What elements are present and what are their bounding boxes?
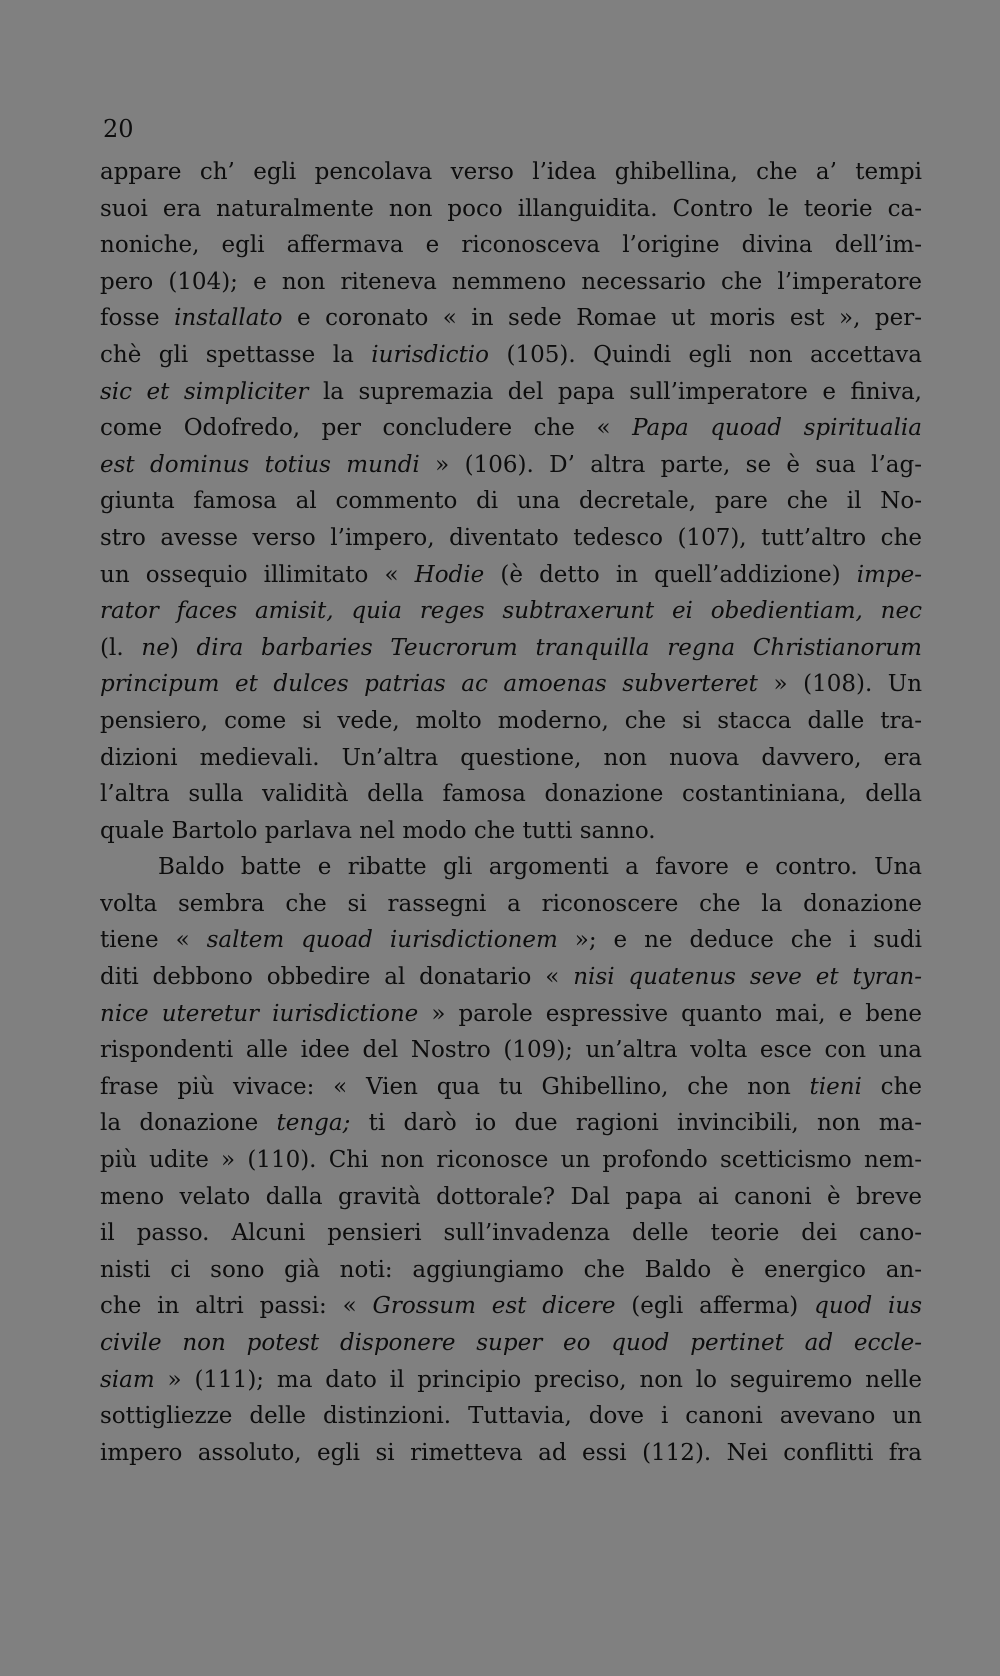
text-run: pero (104); e non riteneva nemmeno necessario che l’imperatore: [100, 268, 922, 295]
text-line: [100, 1398, 922, 1435]
italic-text: impe-: [856, 561, 922, 588]
text-line: [100, 849, 922, 886]
text-run: » parole espressive quanto mai, e bene: [418, 1000, 922, 1027]
italic-text: Papa quoad spiritualia: [632, 415, 922, 442]
text-run: il passo. Alcuni pensieri sull’invadenza delle teorie dei cano-: [100, 1220, 922, 1247]
text-run: (l.: [100, 634, 142, 661]
text-line: [100, 630, 922, 667]
text-run: impero assoluto, egli si rimetteva ad essi (112). Nei conflitti fra: [100, 1439, 922, 1466]
text-line: [100, 593, 922, 630]
italic-text: Grossum est dicere: [372, 1293, 616, 1320]
text-line: [100, 483, 922, 520]
italic-text: iurisdictio: [371, 341, 490, 368]
text-run: pensiero, come si vede, molto moderno, che si stacca dalle tra-: [100, 707, 922, 734]
text-run: ti darò io due ragioni invincibili, non ma-: [350, 1110, 922, 1137]
italic-text: nice uteretur iurisdictione: [100, 1000, 419, 1027]
page-number: 20: [103, 115, 134, 143]
italic-text: civile non potest disponere super eo quod pertinet ad eccle-: [100, 1330, 922, 1356]
text-line: [100, 1362, 922, 1399]
text-line: [100, 1179, 922, 1216]
text-run: quale Bartolo parlava nel modo che tutti sanno.: [100, 817, 656, 844]
text-line: [100, 1252, 922, 1289]
italic-text: dira barbaries Teucrorum tranquilla regna Christianorum: [196, 634, 922, 661]
text-line: [100, 1142, 922, 1179]
italic-text: tenga;: [276, 1110, 351, 1137]
text-line: [100, 996, 922, 1033]
text-line: [100, 300, 922, 337]
text-run: che in altri passi: «: [100, 1293, 373, 1320]
italic-text: ne: [141, 634, 170, 661]
text-line: [100, 1435, 922, 1472]
text-run: » (108). Un: [757, 671, 922, 698]
paragraph: [100, 849, 922, 1471]
text-run: rispondenti alle idee del Nostro (109); un’altra volta esce con una: [100, 1037, 922, 1064]
text-run: come Odofredo, per concludere che «: [100, 415, 633, 442]
text-run: (è detto in quell’addizione): [484, 561, 857, 588]
text-line: [100, 1105, 922, 1142]
text-run: la donazione: [100, 1110, 277, 1137]
text-line: [100, 374, 922, 411]
text-run: che: [861, 1073, 922, 1100]
text-line: [100, 959, 922, 996]
text-line: [100, 666, 922, 703]
text-run: l’altra sulla validità della famosa donazione costantiniana, della: [100, 781, 922, 808]
paragraph: [100, 154, 922, 849]
italic-text: saltem quoad iurisdictionem: [206, 927, 558, 954]
italic-text: principum et dulces patrias ac amoenas subverteret: [100, 671, 758, 698]
text-line: [100, 337, 922, 374]
italic-text: rator faces amisit, quia reges subtraxerunt ei obedientiam, nec: [100, 598, 922, 625]
text-run: e coronato « in sede Romae ut moris est », per-: [282, 305, 922, 332]
text-line: [100, 1069, 922, 1106]
text-line: [100, 520, 922, 557]
text-line: [100, 886, 922, 923]
text-run: appare ch’ egli pencolava verso l’idea ghibellina, che a’ tempi: [100, 159, 922, 185]
italic-text: sic et simpliciter: [100, 378, 309, 405]
italic-text: nisi quatenus seve et tyran-: [573, 964, 922, 991]
text-line: [100, 154, 922, 191]
text-line: [100, 1215, 922, 1252]
italic-text: est dominus totius mundi: [100, 451, 420, 478]
text-line: [100, 410, 922, 447]
text-line: [100, 776, 922, 813]
text-line: [100, 922, 922, 959]
text-run: stro avesse verso l’impero, diventato tedesco (107), tutt’altro che: [100, 524, 922, 551]
text-line: [100, 1288, 922, 1325]
italic-text: tieni: [809, 1073, 862, 1100]
text-run: »; e ne deduce che i sudi: [557, 927, 922, 954]
text-run: Baldo batte e ribatte gli argomenti a favore e contro. Una: [158, 854, 922, 881]
text-run: chè gli spettasse la: [100, 341, 372, 368]
text-run: frase più vivace: « Vien qua tu Ghibellino, che non: [100, 1073, 810, 1100]
text-run: giunta famosa al commento di una decretale, pare che il No-: [100, 488, 922, 515]
text-run: meno velato dalla gravità dottorale? Dal papa ai canoni è breve: [100, 1183, 922, 1210]
text-line: [100, 1325, 922, 1362]
text-line: [100, 740, 922, 777]
text-line: [100, 191, 922, 228]
text-run: suoi era naturalmente non poco illanguidita. Contro le teorie ca-: [100, 195, 922, 222]
text-run: tiene «: [100, 927, 207, 954]
text-run: » (106). D’ altra parte, se è sua l’ag-: [419, 451, 922, 478]
text-run: nisti ci sono già noti: aggiungiamo che Baldo è energico an-: [100, 1256, 922, 1283]
text-line: [100, 557, 922, 594]
text-run: la supremazia del papa sull’imperatore e finiva,: [308, 378, 922, 405]
italic-text: Hodie: [414, 561, 485, 588]
italic-text: quod ius: [814, 1293, 922, 1320]
text-run: sottigliezze delle distinzioni. Tuttavia, dove i canoni avevano un: [100, 1403, 922, 1430]
text-line: [100, 227, 922, 264]
text-run: volta sembra che si rassegni a riconoscere che la donazione: [100, 890, 922, 917]
text-line: [100, 1032, 922, 1069]
text-run: noniche, egli affermava e riconosceva l’origine divina dell’im-: [100, 232, 922, 259]
italic-text: installato: [174, 305, 283, 332]
text-run: (105). Quindi egli non accettava: [489, 341, 922, 368]
text-run: dizioni medievali. Un’altra questione, non nuova davvero, era: [100, 744, 922, 771]
italic-text: siam: [100, 1366, 155, 1393]
text-run: un ossequio illimitato «: [100, 561, 415, 588]
body-text: [100, 154, 922, 1471]
text-line: [100, 703, 922, 740]
text-line: [100, 447, 922, 484]
text-run: fosse: [100, 305, 175, 332]
text-run: (egli afferma): [615, 1293, 815, 1320]
text-line: [100, 813, 922, 850]
text-run: più udite » (110). Chi non riconosce un profondo scetticismo nem-: [100, 1147, 922, 1174]
text-run: ): [169, 634, 197, 661]
text-line: [100, 264, 922, 301]
text-run: » (111); ma dato il principio preciso, non lo seguiremo nelle: [154, 1366, 922, 1393]
text-run: diti debbono obbedire al donatario «: [100, 964, 574, 991]
